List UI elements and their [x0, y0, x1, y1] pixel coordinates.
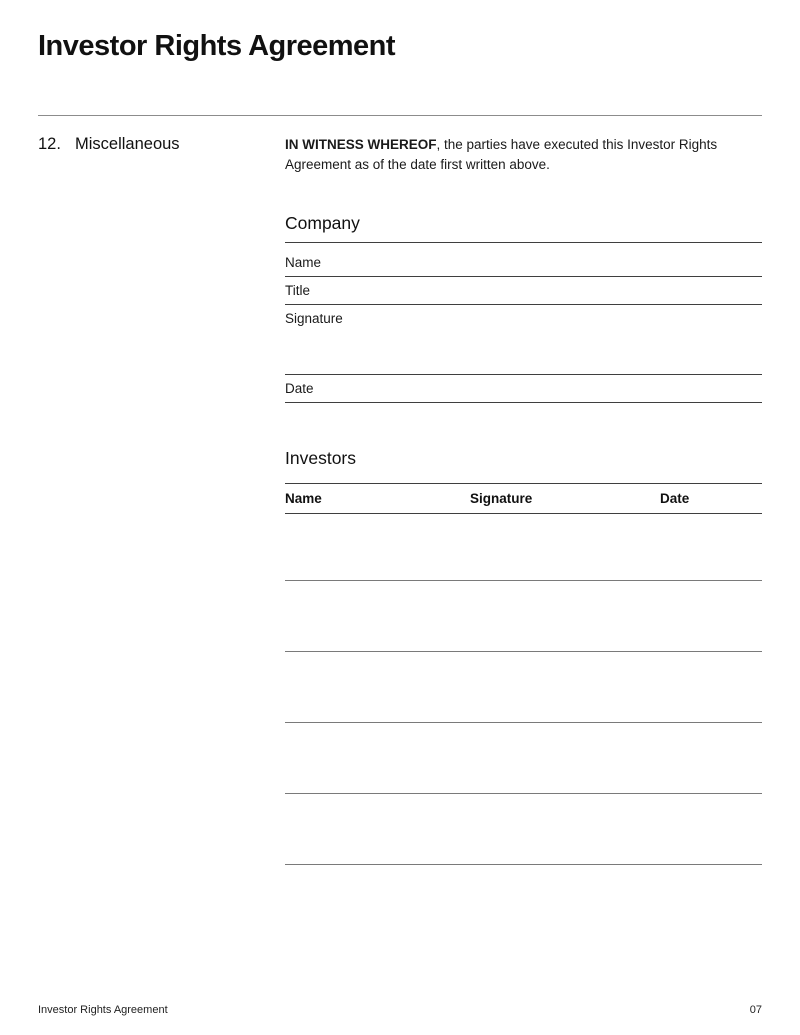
section-number: 12. [38, 135, 61, 153]
investor-row-line [285, 580, 762, 651]
company-title-line [285, 304, 762, 305]
investors-heading: Investors [285, 448, 356, 468]
company-signature-block [285, 213, 762, 413]
company-signature-line [285, 374, 762, 375]
page-title: Investor Rights Agreement [38, 30, 396, 62]
witness-text: , the parties have executed this Investor Rights Agreement as of the date first written above. [285, 137, 718, 172]
investor-row-line [285, 793, 762, 864]
investors-col-signature: Signature [470, 491, 533, 506]
page-footer [38, 1004, 762, 1016]
company-signature-label: Signature [285, 311, 343, 326]
footer-document-title: Investor Rights Agreement [38, 1004, 168, 1016]
company-heading-rule [285, 242, 762, 243]
witness-paragraph [285, 135, 762, 175]
footer-page-number: 07 [749, 1004, 762, 1016]
investors-signature-block [285, 448, 762, 888]
company-title-label: Title [285, 283, 311, 298]
header-divider [38, 115, 762, 116]
section-title: Miscellaneous [75, 135, 180, 153]
investor-row-line [285, 722, 762, 793]
investors-col-name: Name [285, 491, 322, 506]
company-name-line [285, 276, 762, 277]
investor-row-line [285, 864, 762, 935]
company-name-label: Name [285, 255, 322, 270]
investors-table-top-rule [285, 483, 762, 484]
company-date-line [285, 402, 762, 403]
company-date-label: Date [285, 381, 314, 396]
company-heading: Company [285, 213, 360, 233]
witness-lead-in: IN WITNESS WHEREOF [285, 137, 437, 152]
section-label [38, 135, 180, 154]
investors-header-rule [285, 513, 762, 514]
investors-col-date: Date [660, 491, 690, 506]
investor-row-line [285, 651, 762, 722]
investor-rows [285, 580, 762, 935]
